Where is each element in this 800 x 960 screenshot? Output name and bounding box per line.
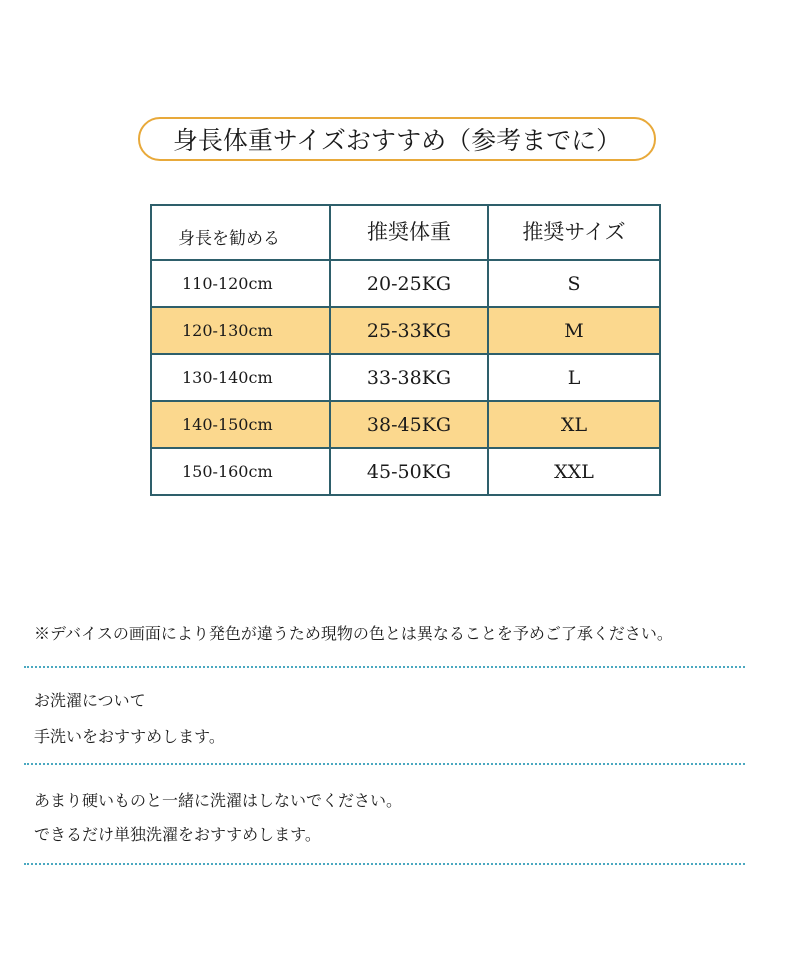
weight-cell: 25-33KG [330,307,488,354]
weight-cell: 20-25KG [330,260,488,307]
color-disclaimer: ※デバイスの画面により発色が違うため現物の色とは異なることを予めご了承ください。 [34,624,673,643]
table-row [151,401,660,448]
table-row [151,307,660,354]
table-header-row [151,205,660,260]
header-recommended-weight: 推奨体重 [330,205,488,260]
washing-instruction: できるだけ単独洗濯をおすすめします。 [34,825,321,844]
size-cell: XXL [488,448,660,495]
washing-instruction: あまり硬いものと一緒に洗濯はしないでください。 [34,791,403,810]
header-recommended-size: 推奨サイズ [488,205,660,260]
height-cell: 150-160cm [151,448,330,495]
height-cell: 140-150cm [151,401,330,448]
header-recommended-height: 身長を勧める [151,205,330,260]
size-chart-table [150,204,661,496]
table-row [151,354,660,401]
divider [24,666,745,668]
size-cell: XL [488,401,660,448]
height-cell: 130-140cm [151,354,330,401]
size-cell: S [488,260,660,307]
weight-cell: 38-45KG [330,401,488,448]
height-cell: 120-130cm [151,307,330,354]
washing-instruction: 手洗いをおすすめします。 [34,727,225,746]
table-row [151,448,660,495]
weight-cell: 33-38KG [330,354,488,401]
divider [24,763,745,765]
washing-heading: お洗濯について [34,691,146,710]
weight-cell: 45-50KG [330,448,488,495]
height-cell: 110-120cm [151,260,330,307]
size-cell: M [488,307,660,354]
page-title: 身長体重サイズおすすめ（参考までに） [138,117,656,161]
divider [24,863,745,865]
table-row [151,260,660,307]
size-cell: L [488,354,660,401]
